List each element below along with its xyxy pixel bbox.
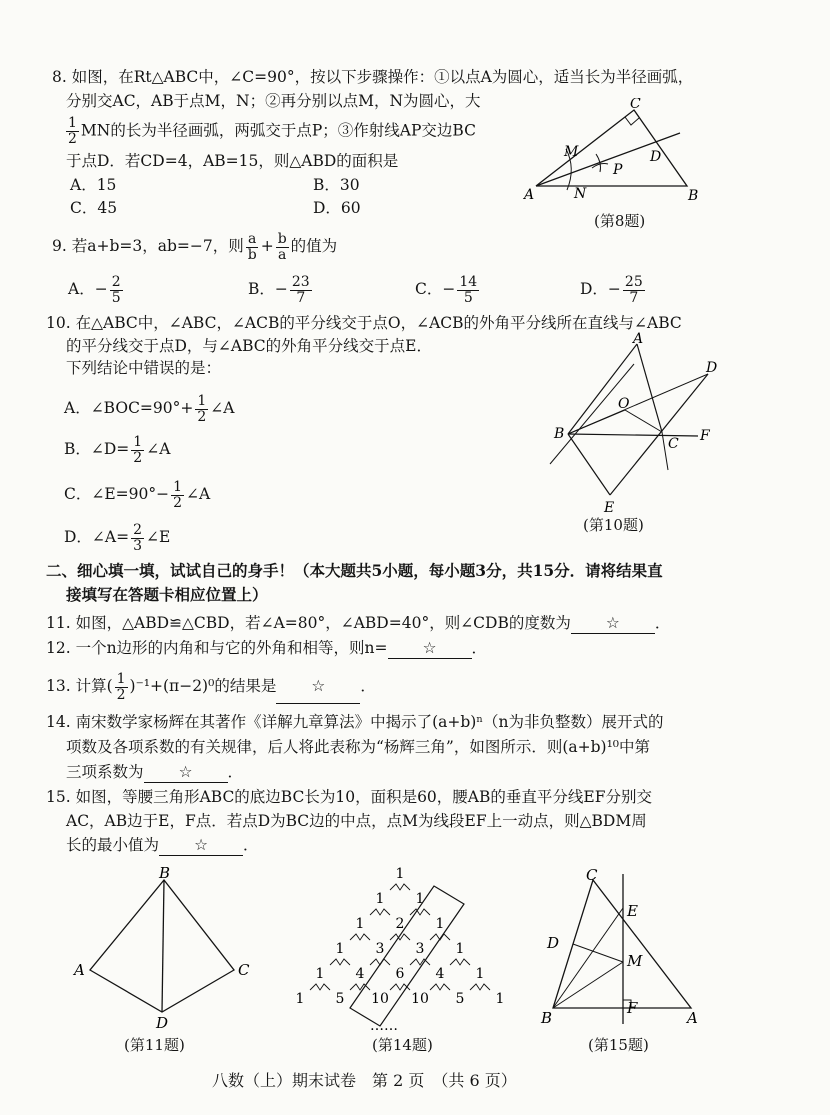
pascal-triangle: [296, 866, 505, 1007]
q10-label-f: F: [700, 428, 710, 444]
q8-label-p: P: [613, 162, 623, 178]
q9-option-c: C．− $\frac{14}{5}$: [415, 273, 478, 306]
q15-label-b: B: [541, 1009, 553, 1027]
pascal-entry: 5: [335, 991, 345, 1007]
q11-label-d: D: [156, 1014, 169, 1032]
pascal-connector: [450, 959, 470, 965]
q11-label-b: B: [159, 864, 171, 882]
pascal-connector: [370, 909, 390, 915]
q15-line-1: 15. 如图，等腰三角形ABC的底边BC长为10，面积是60，腰AB的垂直平分线EF分别交: [46, 788, 652, 806]
q15-line-2: AC，AB边于E，F点．若点D为BC边的中点，点M为线段EF上一动点，则△BDM周: [66, 812, 647, 830]
q9-option-b: B．− $\frac{23}{7}$: [248, 273, 310, 306]
pascal-entry: 1: [455, 941, 465, 957]
q9-option-a: A．− $\frac{2}{5}$: [68, 273, 121, 306]
pascal-connector: [310, 984, 330, 990]
pascal-entry: 6: [395, 966, 405, 982]
q10-option-c: C．∠E=90°− $\frac{1}{2}$ ∠A: [64, 478, 211, 511]
q9-option-d: D．− $\frac{25}{7}$: [580, 273, 643, 306]
q8-line-4: 于点D．若CD=4，AB=15，则△ABD的面积是: [66, 152, 399, 170]
pascal-entry: 10: [411, 991, 429, 1007]
pascal-entry: 1: [435, 916, 445, 932]
q8-line-1: 8. 如图，在Rt△ABC中，∠C=90°，按以下步骤操作：①以点A为圆心，适当长为半径画弧，: [52, 68, 694, 86]
pascal-connector: [410, 959, 430, 965]
pascal-entry: 3: [375, 941, 385, 957]
section-2-heading-line-2: 接填写在答题卡相应位置上）: [66, 585, 268, 604]
q9-fraction-2: $\frac{b}{a}$: [277, 230, 287, 263]
q12-answer-blank[interactable]: ☆: [388, 638, 472, 659]
q15-figure: [535, 868, 715, 1028]
q8-label-a: A: [524, 187, 535, 203]
q14-line-3: 三项系数为 ☆ ．: [66, 763, 244, 781]
q10-label-d: D: [706, 360, 718, 376]
pascal-connector: [430, 984, 450, 990]
pascal-entry: 4: [355, 966, 365, 982]
q8-option-b: B．30: [313, 176, 360, 194]
pascal-entry: 1: [395, 866, 405, 882]
q11-caption: (第11题): [124, 1036, 185, 1054]
q15-label-m: M: [627, 952, 643, 970]
q11-figure: [70, 862, 270, 1032]
pascal-entry: 1: [375, 891, 385, 907]
q11: 11. 如图，△ABD≌△CBD，若∠A=80°，∠ABD=40°，则∠CDB的度数为 ☆ ．: [46, 614, 671, 632]
section-2-heading-line-1: 二、细心填一填，试试自己的身手！（本大题共5小题，每小题3分，共15分．请将结果直: [46, 561, 663, 580]
pascal-entry: 1: [475, 966, 485, 982]
q8-fraction: $\frac{1}{2}$: [68, 115, 77, 147]
q10-figure: [540, 332, 740, 522]
q15-label-f: F: [627, 999, 638, 1017]
pascal-connector: [470, 984, 490, 990]
pascal-entry: 4: [435, 966, 445, 982]
q15-label-a: A: [687, 1009, 698, 1027]
pascal-entry: 3: [415, 941, 425, 957]
q8-label-m: M: [564, 144, 579, 160]
pascal-entry: 1: [415, 891, 425, 907]
q15-caption: (第15题): [588, 1036, 649, 1054]
q8-label-c: C: [630, 98, 641, 112]
pascal-entry: 1: [355, 916, 365, 932]
q11-label-a: A: [74, 961, 85, 979]
q9-fraction-1: $\frac{a}{b}$: [247, 230, 257, 263]
q10-option-b: B．∠D= $\frac{1}{2}$ ∠A: [64, 433, 171, 466]
pascal-connector: [390, 884, 410, 890]
q8-label-n: N: [574, 186, 587, 202]
pascal-entry: 1: [495, 991, 505, 1007]
q9-stem: 9. 若a+b=3，ab=−7，则 $\frac{a}{b}$ + $\frac{b}{a}$ 的值为: [52, 230, 338, 263]
q8-option-a: A．15: [70, 176, 117, 194]
pascal-entry: 10: [371, 991, 389, 1007]
q15-label-e: E: [627, 902, 638, 920]
q10-label-c: C: [668, 436, 679, 452]
q14-line-2: 项数及各项系数的有关规律，后人将此表称为“杨辉三角”，如图所示．则(a+b)¹⁰中第: [66, 738, 651, 756]
q10-label-e: E: [604, 500, 615, 516]
q14-figure: [284, 862, 520, 1034]
q10-line-1: 10. 在△ABC中，∠ABC，∠ACB的平分线交于点O，∠ACB的外角平分线所在直线与∠ABC: [46, 314, 682, 332]
q11-label-c: C: [238, 961, 250, 979]
q14-answer-blank[interactable]: ☆: [144, 762, 228, 783]
pascal-ellipsis: ……: [370, 1018, 398, 1034]
q12: 12. 一个n边形的内角和与它的外角和相等，则n= ☆ ．: [46, 639, 488, 657]
q10-label-a: A: [633, 332, 644, 347]
page-footer: 八数（上）期末试卷 第 2 页 （共 6 页）: [212, 1071, 517, 1090]
q10-option-a: A．∠BOC=90°+ $\frac{1}{2}$ ∠A: [64, 392, 235, 425]
pascal-entry: 2: [395, 916, 405, 932]
q8-caption: (第8题): [594, 212, 646, 230]
q10-line-3: 下列结论中错误的是：: [66, 359, 222, 377]
q13: 13. 计算( $\frac{1}{2}$ )⁻¹+(π−2)⁰的结果是 ☆ ．: [46, 670, 376, 703]
q8-option-c: C．45: [70, 199, 118, 217]
q10-caption: (第10题): [583, 516, 644, 534]
q8-option-d: D．60: [313, 199, 361, 217]
q8-label-b: B: [688, 188, 699, 204]
pascal-entry: 5: [455, 991, 465, 1007]
q8-label-d: D: [650, 149, 662, 165]
q15-line-3: 长的最小值为 ☆ ．: [66, 836, 259, 854]
q15-label-c: C: [586, 868, 598, 884]
q14-line-1: 14. 南宋数学家杨辉在其著作《详解九章算法》中揭示了(a+b)ⁿ（n为非负整数）展开式的: [46, 713, 664, 731]
q10-label-o: O: [618, 396, 630, 412]
q10-option-d: D．∠A= $\frac{2}{3}$ ∠E: [64, 521, 171, 554]
pascal-connector: [350, 934, 370, 940]
pascal-connector: [330, 959, 350, 965]
q15-label-d: D: [547, 934, 560, 952]
q10-line-2: 的平分线交于点D，与∠ABC的外角平分线交于点E．: [66, 337, 432, 355]
q14-caption: (第14题): [372, 1036, 433, 1054]
pascal-entry: 1: [315, 966, 325, 982]
pascal-connector: [350, 984, 370, 990]
q8-line-2: 分别交AC，AB于点M，N；②再分别以点M，N为圆心，大: [66, 92, 481, 110]
q10-label-b: B: [554, 426, 565, 442]
q8-figure: [520, 98, 720, 208]
pascal-connector: [410, 909, 430, 915]
pascal-entry: 1: [295, 991, 305, 1007]
q8-line-3: $\frac{1}{2}$ MN的长为半径画弧，两弧交于点P；③作射线AP交边BC: [68, 115, 476, 147]
q15-answer-blank[interactable]: ☆: [159, 835, 243, 856]
q13-answer-blank[interactable]: ☆: [276, 669, 360, 704]
pascal-entry: 1: [335, 941, 345, 957]
q11-answer-blank[interactable]: ☆: [571, 613, 655, 634]
